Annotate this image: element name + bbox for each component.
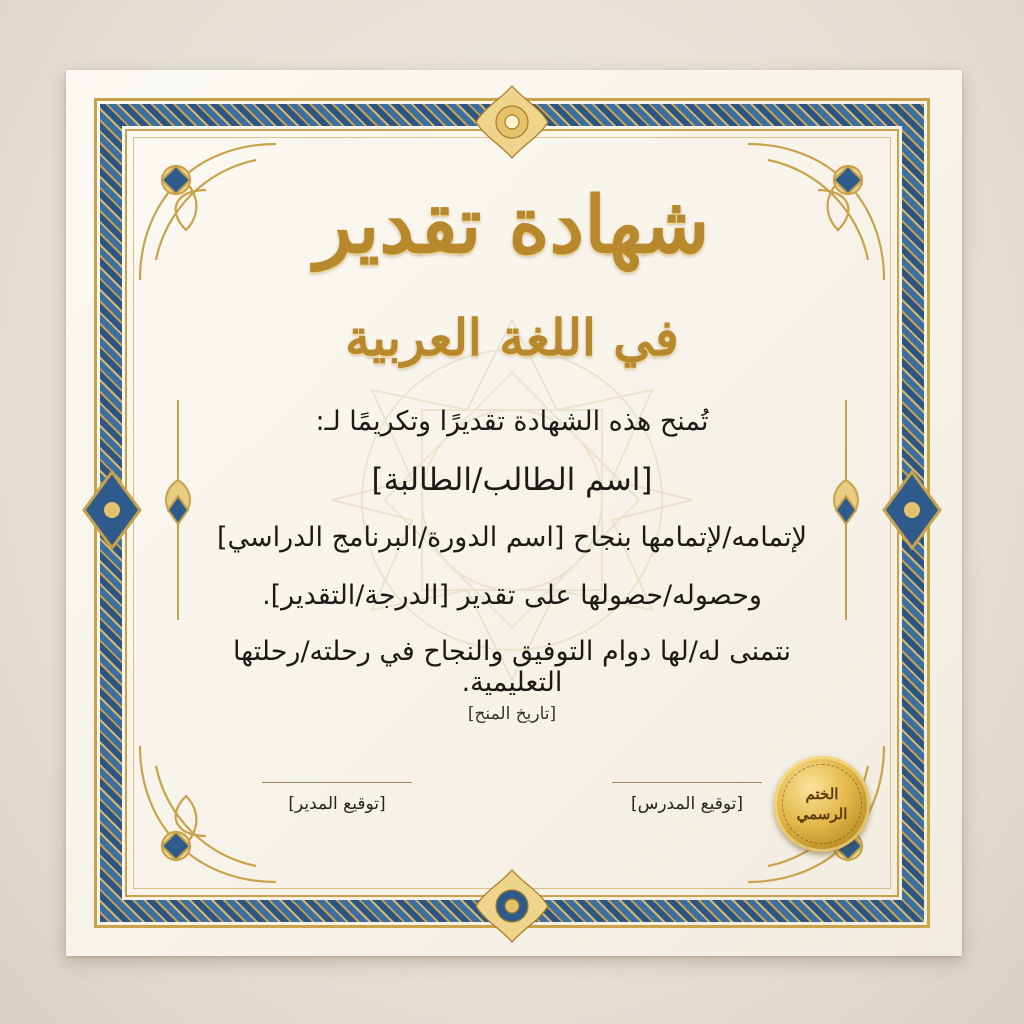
seal-text-line-1: الختم	[805, 785, 839, 803]
teacher-signature-label: [توقيع المدرس]	[630, 794, 744, 814]
certificate-title: شهادة تقدير	[314, 180, 710, 271]
body-text-line-1: لإتمامه/لإتمامها بنجاح [اسم الدورة/البرنامج الدراسي]	[216, 522, 808, 553]
body-text-line-3: نتمنى له/لها دوام التوفيق والنجاح في رحلته/رحلتها التعليمية.	[232, 636, 792, 698]
left-diamond-ornament-icon	[82, 470, 142, 550]
seal-text-line-2: الرسمي	[796, 805, 848, 823]
top-medallion-icon	[472, 82, 552, 162]
official-seal	[774, 756, 870, 852]
body-text-line-2: وحصوله/حصولها على تقدير [الدرجة/التقدير].	[262, 580, 762, 611]
bottom-medallion-icon	[472, 866, 552, 946]
right-diamond-ornament-icon	[882, 470, 942, 550]
certificate-subtitle: في اللغة العربية	[345, 308, 679, 367]
intro-text: تُمنح هذه الشهادة تقديرًا وتكريمًا لـ:	[315, 406, 709, 437]
date-placeholder: [تاريخ المنح]	[467, 704, 557, 724]
recipient-name-placeholder: [اسم الطالب/الطالبة]	[371, 462, 653, 498]
principal-signature-label: [توقيع المدير]	[288, 794, 386, 814]
principal-signature-line	[262, 782, 412, 783]
teacher-signature-line	[612, 782, 762, 783]
